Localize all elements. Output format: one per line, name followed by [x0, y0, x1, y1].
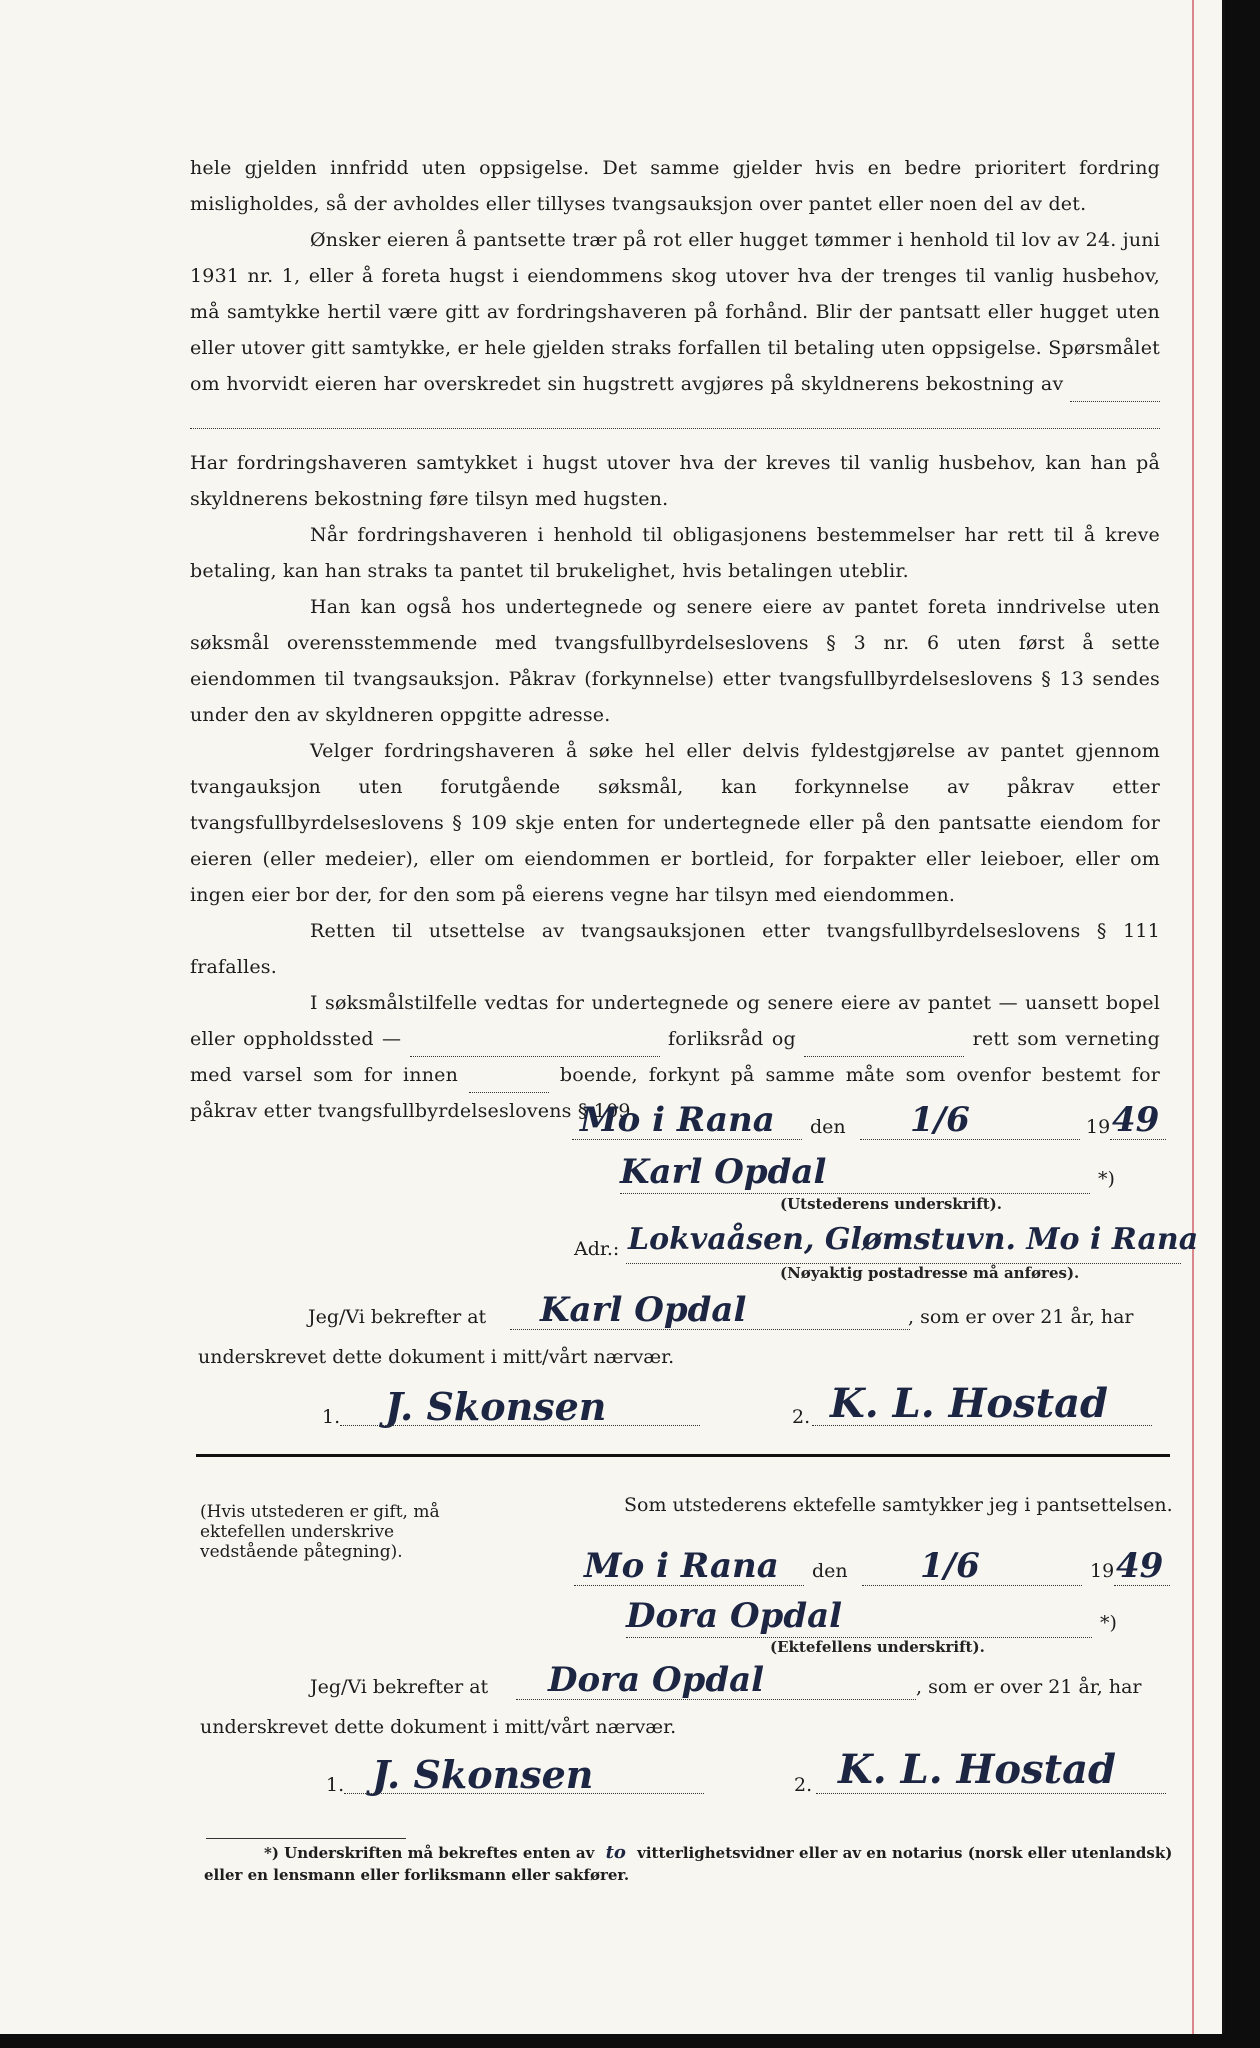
address-label: Adr.:	[574, 1238, 620, 1260]
spouse-sig-caption: (Ektefellens underskrift).	[770, 1638, 985, 1656]
spouse-year-handwriting: 49	[1116, 1546, 1164, 1586]
witness1-signature-1: J. Skonsen	[385, 1384, 607, 1429]
address-caption: (Nøyaktig postadresse må anføres).	[780, 1264, 1080, 1282]
witness1-number-1: 1.	[322, 1406, 341, 1428]
issuer-year-handwriting: 49	[1112, 1100, 1160, 1140]
spouse-date-handwriting: 1/6	[920, 1546, 980, 1586]
paragraph-1: hele gjelden innfridd uten oppsigelse. Det samme gjelder hvis en bedre prioritert fordring misligholdes, så der avholdes eller tillyses tvangsauksjon over pantet eller noen del av det.	[190, 157, 1160, 215]
witness2-lead: Jeg/Vi bekrefter at	[310, 1676, 489, 1698]
footnote: *) Underskriften må bekreftes enten av to vitterlighetsvidner eller av en notarius (norsk eller utenlandsk) eller en lensmann eller forliksmann eller sakfører.	[204, 1842, 1173, 1884]
body-text	[190, 150, 1160, 1129]
issuer-date-handwriting: 1/6	[910, 1100, 970, 1140]
margin-line	[1192, 0, 1194, 2034]
issuer-signature: Karl Opdal	[620, 1152, 827, 1192]
spouse-signature: Dora Opdal	[626, 1596, 843, 1636]
witness2-tail: , som er over 21 år, har	[916, 1676, 1142, 1698]
issuer-year-prefix: 19	[1086, 1116, 1111, 1138]
dotted-line	[190, 408, 1160, 429]
witness2-signature-1: J. Skonsen	[372, 1752, 594, 1797]
paragraph-8: I søksmålstilfelle vedtas for undertegnede og senere eiere av pantet — uansett bopel eller oppholdssted — forliksråd og rett som verneting med varsel som for innen boende, forkynt på samme måte som ovenfor bestemt for påkrav etter tvangsfullbyrdelseslovens § 109.	[190, 992, 1160, 1122]
witness2-name-handwriting: Dora Opdal	[548, 1660, 765, 1700]
paragraph-5: Han kan også hos undertegnede og senere eiere av pantet foreta inndrivelse uten søksmål overensstemmende med tvangsfullbyrdelseslovens § 3 nr. 6 uten først å sette eiendommen til tvangsauksjon. Påkrav (forkynnelse) etter tvangsfullbyrdelseslovens § 13 sendes under den av skyldneren oppgitte adresse.	[190, 596, 1160, 726]
issuer-den-label: den	[810, 1116, 846, 1138]
spouse-year-prefix: 19	[1090, 1560, 1115, 1582]
witness1-tail: , som er over 21 år, har	[908, 1306, 1134, 1328]
witness2-line2: underskrevet dette dokument i mitt/vårt nærvær.	[200, 1716, 677, 1738]
paragraph-6: Velger fordringshaveren å søke hel eller delvis fyldestgjørelse av pantet gjennom tvangauksjon uten forutgående søksmål, kan forkynnelse av påkrav etter tvangsfullbyrdelseslovens § 109 skje enten for undertegnede eller på den pantsatte eiendom for eieren (eller medeier), eller om eiendommen er bortleid, for forpakter eller leieboer, eller om ingen eier bor der, for den som på eierens vegne har tilsyn med eiendommen.	[190, 740, 1160, 906]
separator-rule	[196, 1454, 1170, 1457]
spouse-place-handwriting: Mo i Rana	[584, 1546, 779, 1586]
issuer-sig-caption: (Utstederens underskrift).	[780, 1195, 1002, 1213]
spouse-sig-mark: *)	[1100, 1612, 1117, 1634]
issuer-sig-mark: *)	[1098, 1168, 1115, 1190]
address-handwriting: Lokvaåsen, Glømstuvn. Mo i Rana	[628, 1222, 1199, 1257]
paragraph-7: Retten til utsettelse av tvangsauksjonen etter tvangsfullbyrdelseslovens § 111 frafalles.	[190, 920, 1160, 978]
scan-border	[0, 2034, 1260, 2048]
witness1-line2: underskrevet dette dokument i mitt/vårt nærvær.	[198, 1346, 675, 1368]
paragraph-4: Når fordringshaveren i henhold til obligasjonens bestemmelser har rett til å kreve betaling, kan han straks ta pantet til brukelighet, hvis betalingen uteblir.	[190, 524, 1160, 582]
spouse-note: (Hvis utstederen er gift, må ektefellen underskrive vedstående påtegning).	[200, 1502, 440, 1562]
witness2-number-2: 2.	[794, 1774, 813, 1796]
paragraph-3: Har fordringshaveren samtykket i hugst utover hva der kreves til vanlig husbehov, kan han på skyldnerens bekostning føre tilsyn med hugsten.	[190, 452, 1160, 510]
footnote-rule	[206, 1838, 406, 1839]
witness1-signature-2: K. L. Hostad	[830, 1380, 1108, 1427]
spouse-consent: Som utstederens ektefelle samtykker jeg i pantsettelsen.	[624, 1494, 1173, 1516]
witness2-number-1: 1.	[326, 1774, 345, 1796]
issuer-place-handwriting: Mo i Rana	[580, 1100, 775, 1140]
witness1-lead: Jeg/Vi bekrefter at	[308, 1306, 487, 1328]
spouse-den-label: den	[812, 1560, 848, 1582]
witness2-signature-2: K. L. Hostad	[838, 1746, 1116, 1793]
footnote-handwriting: to	[605, 1842, 626, 1863]
paragraph-2: Ønsker eieren å pantsette trær på rot eller hugget tømmer i henhold til lov av 24. juni 1931 nr. 1, eller å foreta hugst i eiendommens skog utover hva der trenges til vanlig husbehov, må samtykke hertil være gitt av fordringshaveren på forhånd. Blir der pantsatt eller hugget uten eller utover gitt samtykke, er hele gjelden straks forfallen til betaling uten oppsigelse. Spørsmålet om hvorvidt eieren har overskredet sin hugstrett avgjøres på skyldnerens bekostning av	[190, 222, 1160, 402]
witness1-name-handwriting: Karl Opdal	[540, 1290, 747, 1330]
witness1-number-2: 2.	[792, 1406, 811, 1428]
